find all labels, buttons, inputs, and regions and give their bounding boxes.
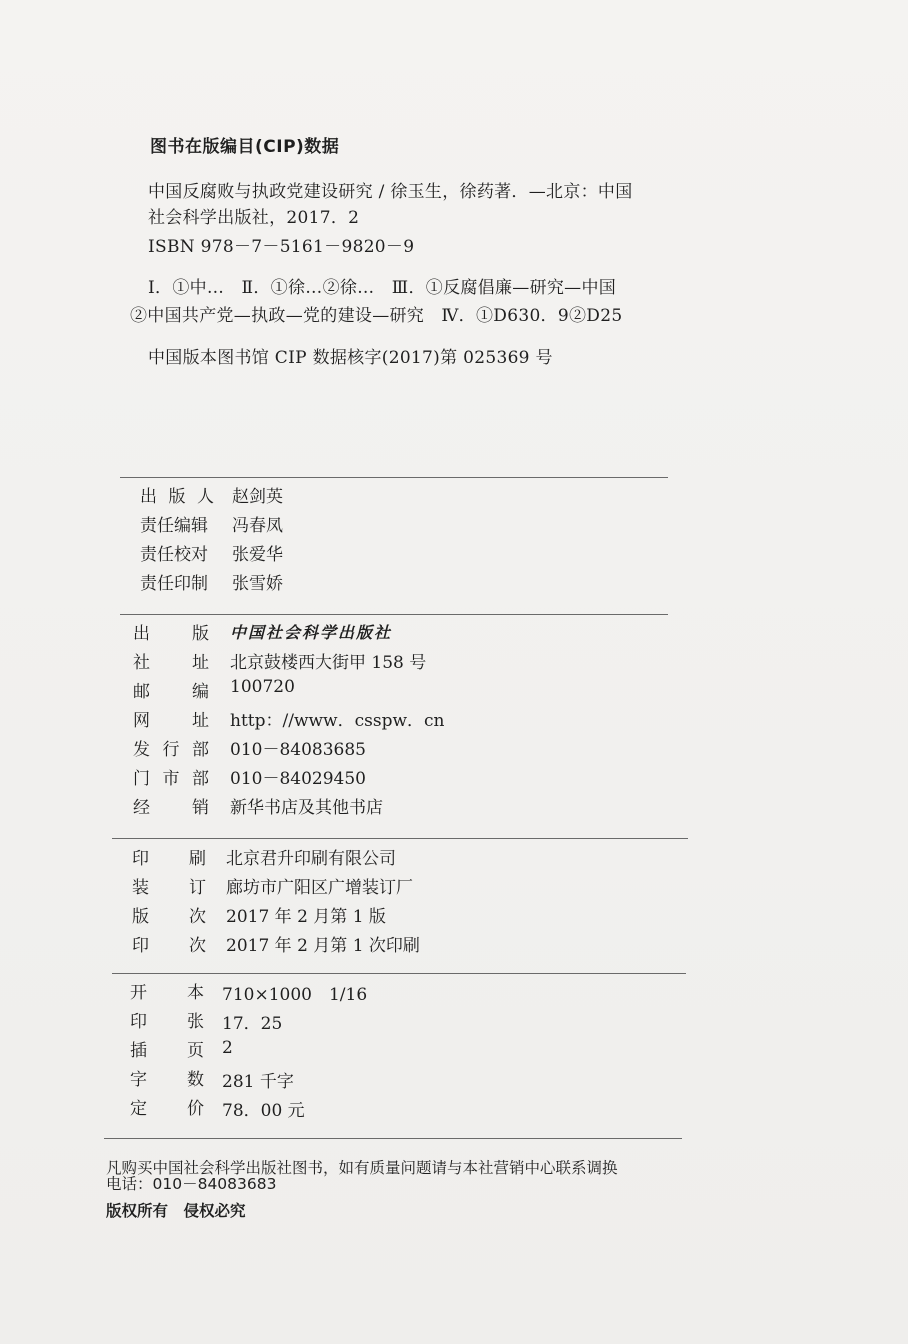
spec-value-format: 710×1000 1/16 — [222, 985, 368, 1005]
spec-label-inserts: 插 页 — [130, 1041, 204, 1061]
print-label-edition: 版 次 — [132, 907, 206, 927]
pub-value-retail: 010－84029450 — [230, 769, 366, 789]
pub-label-distribution: 发 行 部 — [133, 740, 209, 760]
staff-label-editor: 责任编辑 — [140, 516, 208, 536]
spec-label-sheets: 印 张 — [130, 1012, 204, 1032]
pub-label-website: 网 址 — [133, 711, 209, 731]
cip-classification-line-2: ②中国共产党—执政—党的建设—研究 Ⅳ．①D630．9②D25 — [130, 306, 623, 326]
cip-isbn: ISBN 978－7－5161－9820－9 — [148, 237, 415, 257]
pub-label-address: 社 址 — [133, 653, 209, 673]
spec-value-inserts: 2 — [222, 1038, 233, 1058]
pub-label-dealer: 经 销 — [133, 798, 209, 818]
cip-bibliographic-line-2: 社会科学出版社，2017．2 — [148, 208, 360, 228]
spec-label-word-count: 字 数 — [130, 1070, 204, 1090]
pub-label-publisher: 出 版 — [133, 624, 209, 644]
pub-value-postcode: 100720 — [230, 677, 295, 697]
print-value-edition: 2017 年 2 月第 1 版 — [226, 907, 386, 927]
footer-rights: 版权所有 侵权必究 — [106, 1202, 246, 1220]
spec-value-sheets: 17．25 — [222, 1014, 283, 1034]
print-label-impression: 印 次 — [132, 936, 206, 956]
cip-classification-line-1: Ⅰ．①中… Ⅱ．①徐…②徐… Ⅲ．①反腐倡廉—研究—中国 — [148, 278, 617, 298]
divider-footer-top — [104, 1138, 682, 1139]
staff-label-publisher-head: 出 版 人 — [140, 487, 214, 507]
print-value-printer: 北京君升印刷有限公司 — [226, 849, 396, 869]
footer-phone: 电话：010－84083683 — [106, 1175, 277, 1193]
spec-label-format: 开 本 — [130, 983, 204, 1003]
spec-value-price: 78．00 元 — [222, 1101, 305, 1121]
pub-value-dealer: 新华书店及其他书店 — [230, 798, 383, 818]
print-label-printer: 印 刷 — [132, 849, 206, 869]
pub-value-website: http：//www．csspw．cn — [230, 711, 445, 731]
pub-label-retail: 门 市 部 — [133, 769, 209, 789]
print-label-binding: 装 订 — [132, 878, 206, 898]
divider-publisher-top — [120, 614, 668, 615]
pub-value-address: 北京鼓楼西大街甲 158 号 — [230, 653, 427, 673]
staff-value-publisher-head: 赵剑英 — [232, 487, 283, 507]
print-value-impression: 2017 年 2 月第 1 次印刷 — [226, 936, 420, 956]
staff-value-print-supervisor: 张雪娇 — [232, 574, 283, 594]
cip-record-number: 中国版本图书馆 CIP 数据核字(2017)第 025369 号 — [148, 348, 553, 368]
footer-quality-notice: 凡购买中国社会科学出版社图书，如有质量问题请与本社营销中心联系调换 — [106, 1159, 618, 1177]
staff-label-print-supervisor: 责任印制 — [140, 574, 208, 594]
print-value-binding: 廊坊市广阳区广增装订厂 — [226, 878, 413, 898]
staff-label-proofreader: 责任校对 — [140, 545, 208, 565]
cip-title: 图书在版编目(CIP)数据 — [150, 137, 340, 157]
pub-value-distribution: 010－84083685 — [230, 740, 366, 760]
spec-value-word-count: 281 千字 — [222, 1072, 294, 1092]
divider-specs-top — [112, 973, 686, 974]
spec-label-price: 定 价 — [130, 1099, 204, 1119]
cip-bibliographic-line-1: 中国反腐败与执政党建设研究 / 徐玉生，徐药著．—北京：中国 — [148, 182, 633, 202]
divider-printing-top — [112, 838, 688, 839]
divider-staff-top — [120, 477, 668, 478]
staff-value-editor: 冯春凤 — [232, 516, 283, 536]
pub-value-publisher: 中国社会科学出版社 — [230, 623, 393, 642]
pub-label-postcode: 邮 编 — [133, 682, 209, 702]
staff-value-proofreader: 张爱华 — [232, 545, 283, 565]
